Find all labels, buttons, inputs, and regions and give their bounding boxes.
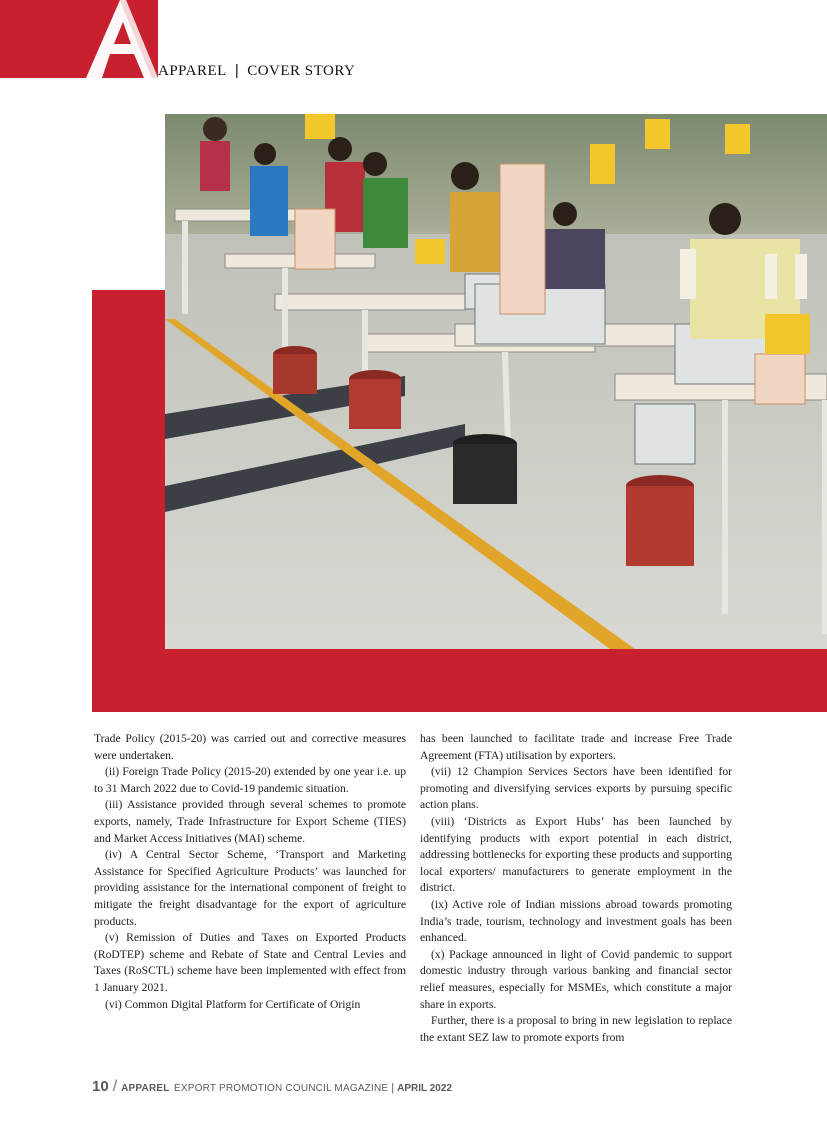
header-divider: | — [234, 62, 240, 79]
paragraph: (x) Package announced in light of Covid pandemic to support domestic industry through various banking and financial sector relief measures, especially for MSMEs, which constitute a major share in exports. — [420, 947, 732, 1011]
article-left-column — [94, 731, 406, 1013]
section-label: APPAREL — [158, 63, 227, 79]
page-footer — [92, 1078, 452, 1096]
paragraph: (iii) Assistance provided through several schemes to promote exports, namely, Trade Infrastructure for Export Scheme (TIES) and Market Access Initiatives (MAI) scheme. — [94, 798, 406, 845]
garment-factory-photo — [165, 114, 827, 649]
paragraph: (ix) Active role of Indian missions abroad towards promoting India’s trade, tourism, technology and investment goals has been enhanced. — [420, 897, 732, 945]
paragraph: (iv) A Central Sector Scheme, ‘Transport and Marketing Assistance for Specified Agriculture Products’ was launched for providing assistance for the international component of freight to mitigate the freight disadvantage for the export of agriculture products. — [94, 848, 406, 928]
subsection-label: COVER STORY — [247, 63, 356, 79]
paragraph: (v) Remission of Duties and Taxes on Exported Products (RoDTEP) scheme and Rebate of State and Central Levies and Taxes (RoSCTL) scheme have been implemented with effect from 1 January 2021. — [94, 931, 406, 994]
paragraph: Further, there is a proposal to bring in new legislation to replace the extant SEZ law to promote exports from — [420, 1014, 732, 1044]
paragraph: Trade Policy (2015-20) was carried out and corrective measures were undertaken. — [94, 732, 406, 762]
paragraph: has been launched to facilitate trade and increase Free Trade Agreement (FTA) utilisation by exporters. — [420, 732, 732, 762]
article-right-column — [420, 731, 732, 1046]
paragraph: (viii) ‘Districts as Export Hubs’ has been launched by identifying products with export potential in each district, addressing bottlenecks for exporting these products and supporting local exporters/ manufacturers to generate employment in the district. — [420, 814, 732, 895]
page-number: 10 — [92, 1078, 109, 1095]
magazine-name: EXPORT PROMOTION COUNCIL MAGAZINE — [174, 1083, 389, 1094]
section-header — [158, 62, 355, 80]
footer-slash: / — [112, 1078, 118, 1095]
paragraph: (vii) 12 Champion Services Sectors have been identified for promoting and diversifying services exports by pursuing specific action plans. — [420, 765, 732, 812]
footer-divider: | — [391, 1082, 395, 1094]
paragraph: (vi) Common Digital Platform for Certificate of Origin — [105, 997, 361, 1011]
apparel-logo-icon — [82, 0, 162, 84]
footer-brand: APPAREL — [121, 1083, 170, 1094]
paragraph: (ii) Foreign Trade Policy (2015-20) extended by one year i.e. up to 31 March 2022 due to Covid-19 pandemic situation. — [94, 765, 406, 795]
issue-date: APRIL 2022 — [397, 1083, 452, 1094]
